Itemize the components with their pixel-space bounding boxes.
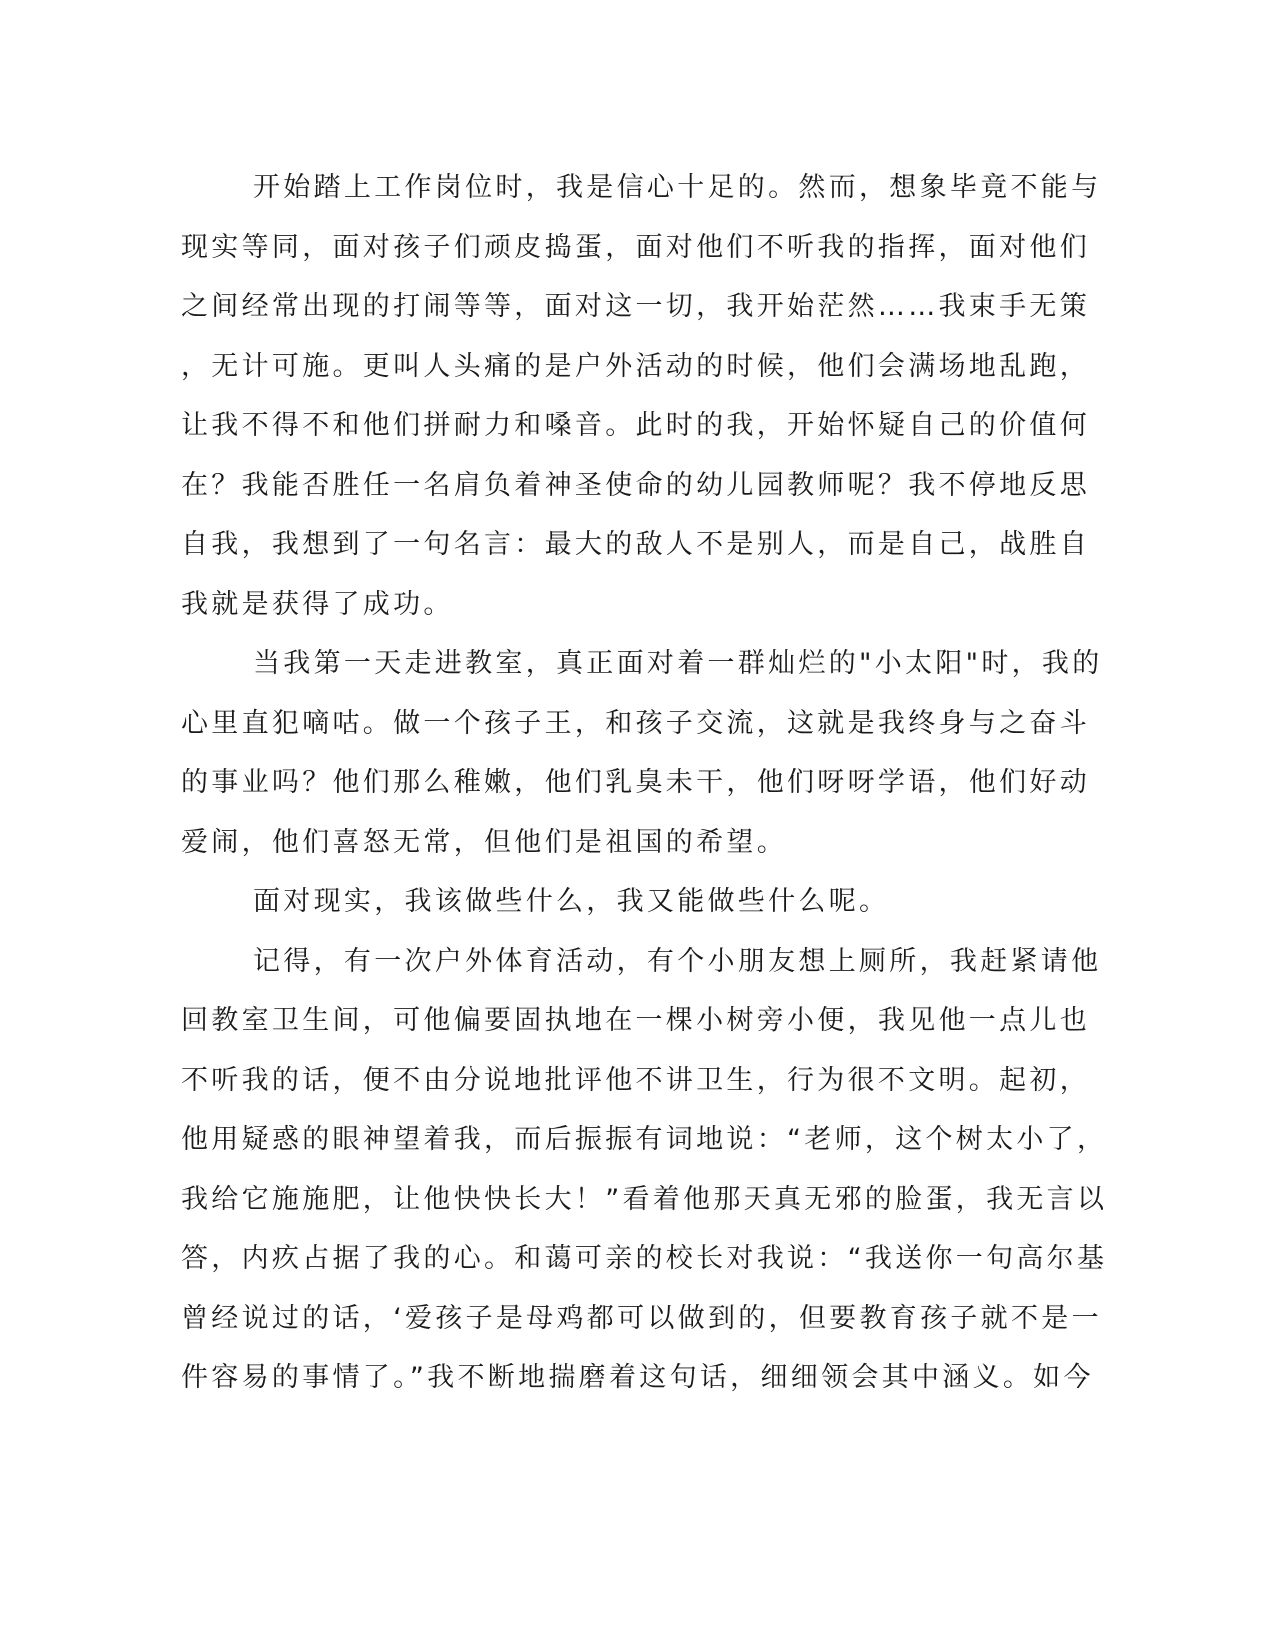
paragraph-4-line-8: 件容易的事情了。”我不断地揣磨着这句话，细细领会其中涵义。如今 [181,1362,1094,1393]
paragraph-2-line-1: 当我第一天走进教室，真正面对着一群灿烂的"小太阳"时，我的 [253,648,1103,679]
paragraph-1-line-2: 现实等同，面对孩子们顽皮捣蛋，面对他们不听我的指挥，面对他们 [181,231,1090,263]
paragraph-3-line-1: 面对现实，我该做些什么，我又能做些什么呢。 [253,886,890,917]
paragraph-1-line-4: ，无计可施。更叫人头痛的是户外活动的时候，他们会满场地乱跑， [181,350,1090,382]
paragraph-4-line-4: 他用疑惑的眼神望着我，而后振振有词地说：“老师，这个树太小了， [181,1124,1108,1155]
paragraph-1-line-8: 我就是获得了成功。 [181,588,454,620]
paragraph-1-line-3: 之间经常出现的打闹等等，面对这一切，我开始茫然……我束手无策 [181,291,1090,322]
paragraph-4-line-1: 记得，有一次户外体育活动，有个小朋友想上厕所，我赶紧请他 [253,945,1102,977]
paragraph-4-line-2: 回教室卫生间，可他偏要固执地在一棵小树旁小便，我见他一点儿也 [181,1005,1090,1036]
paragraph-1-line-6: 在？我能否胜任一名肩负着神圣使命的幼儿园教师呢？我不停地反思 [181,469,1090,501]
paragraph-1-line-7: 自我，我想到了一句名言：最大的敌人不是别人，而是自己，战胜自 [181,529,1090,560]
paragraph-2-line-2: 心里直犯嘀咕。做一个孩子王，和孩子交流，这就是我终身与之奋斗 [181,707,1090,739]
paragraph-4-line-7: 曾经说过的话，‘爱孩子是母鸡都可以做到的，但要教育孩子就不是一 [181,1302,1102,1334]
paragraph-1-line-5: 让我不得不和他们拼耐力和嗓音。此时的我，开始怀疑自己的价值何 [181,410,1090,441]
paragraph-2-line-3: 的事业吗？他们那么稚嫩，他们乳臭未干，他们呀呀学语，他们好动 [181,767,1090,798]
paragraph-1-line-1: 开始踏上工作岗位时，我是信心十足的。然而，想象毕竟不能与 [253,172,1102,203]
paragraph-2-line-4: 爱闹，他们喜怒无常，但他们是祖国的希望。 [181,826,787,858]
paragraph-4-line-6: 答，内疚占据了我的心。和蔼可亲的校长对我说：“我送你一句高尔基 [181,1243,1108,1274]
paragraph-4-line-3: 不听我的话，便不由分说地批评他不讲卫生，行为很不文明。起初， [181,1064,1090,1096]
body-text [181,158,1108,1408]
paragraph-4-line-5: 我给它施施肥，让他快快长大！”看着他那天真无邪的脸蛋，我无言以 [181,1183,1108,1215]
